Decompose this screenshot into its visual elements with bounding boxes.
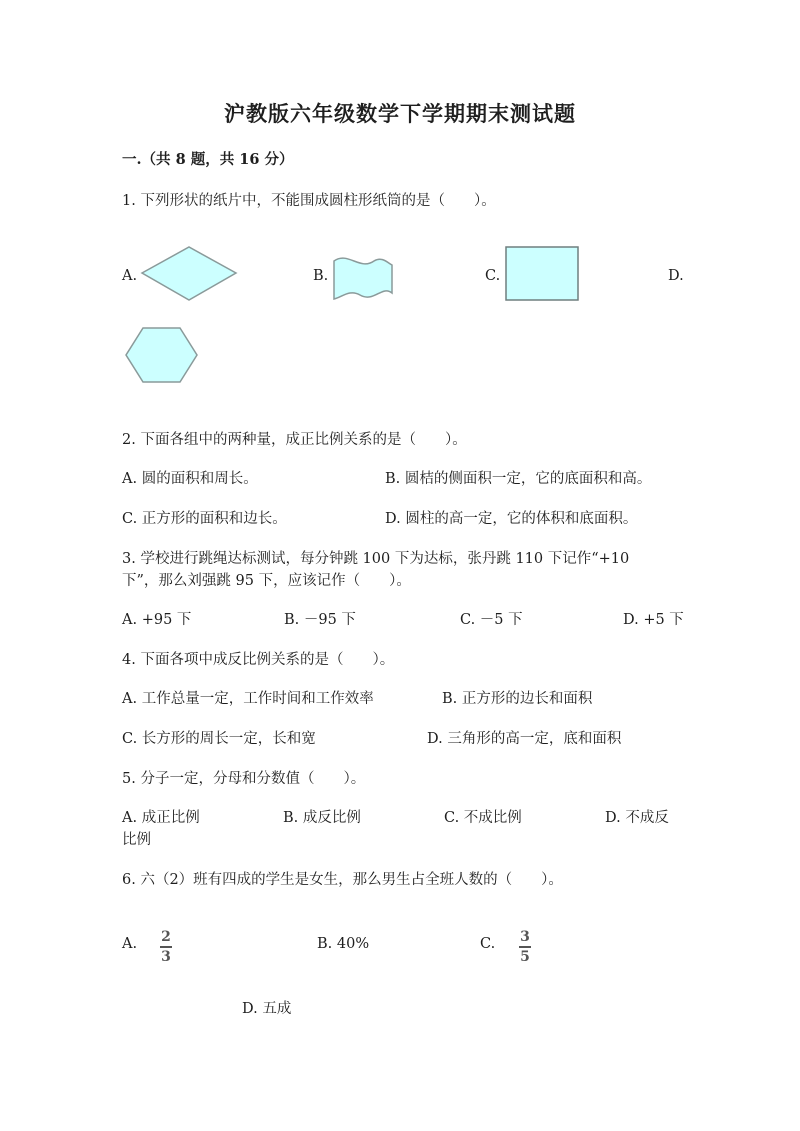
question-2-stem: 2. 下面各组中的两种量，成正比例关系的是（ ）。 xyxy=(122,432,467,448)
q6-option-c-fraction xyxy=(519,930,531,964)
section-heading: 一.（共 8 题，共 16 分） xyxy=(122,151,294,168)
hexagon-shape-icon xyxy=(124,326,200,384)
q4-option-a: A. 工作总量一定，工作时间和工作效率 xyxy=(122,691,374,707)
question-3-stem-line-1: 3. 学校进行跳绳达标测试，每分钟跳 100 下为达标，张丹跳 110 下记作“+10 xyxy=(122,551,630,567)
q5-option-a: A. 成正比例 xyxy=(122,810,200,826)
wavy-flag-shape-icon xyxy=(330,255,396,303)
q2-option-a: A. 圆的面积和周长。 xyxy=(122,471,258,487)
q5-option-d: D. 不成反 xyxy=(605,810,669,826)
question-3-stem-line-2: 下”，那么刘强跳 95 下，应该记作（ ）。 xyxy=(122,573,411,589)
q6-option-b: B. 40% xyxy=(317,936,370,952)
q1-option-d-label: D. xyxy=(668,268,684,284)
q1-option-a-label: A. xyxy=(122,268,138,284)
fraction-numerator: 2 xyxy=(161,929,171,945)
fraction-denominator: 3 xyxy=(161,948,171,965)
q2-option-b: B. 圆桔的侧面积一定，它的底面积和高。 xyxy=(385,471,652,487)
fraction-bar xyxy=(519,946,531,948)
q4-option-b: B. 正方形的边长和面积 xyxy=(442,691,593,707)
page-title: 沪教版六年级数学下学期期末测试题 xyxy=(224,101,576,126)
q2-option-d: D. 圆柱的高一定，它的体积和底面积。 xyxy=(385,511,638,527)
fraction-bar xyxy=(160,946,172,948)
fraction-denominator: 5 xyxy=(520,948,530,965)
q5-option-c: C. 不成比例 xyxy=(444,810,522,826)
q5-option-d-wrap: 比例 xyxy=(122,832,151,848)
q1-option-c-label: C. xyxy=(485,268,501,284)
q1-option-b-label: B. xyxy=(313,268,329,284)
question-6-stem: 6. 六（2）班有四成的学生是女生，那么男生占全班人数的（ ）。 xyxy=(122,872,563,888)
rectangle-shape-icon xyxy=(505,246,580,302)
q3-option-d: D. +5 下 xyxy=(623,612,684,628)
q6-option-c-label: C. xyxy=(480,936,496,952)
q3-option-c: C. －5 下 xyxy=(460,612,523,628)
q3-option-b: B. －95 下 xyxy=(284,612,356,628)
question-4-stem: 4. 下面各项中成反比例关系的是（ ）。 xyxy=(122,652,395,668)
q4-option-c: C. 长方形的周长一定，长和宽 xyxy=(122,731,316,747)
question-5-stem: 5. 分子一定，分母和分数值（ ）。 xyxy=(122,771,366,787)
q5-option-b: B. 成反比例 xyxy=(283,810,361,826)
q3-option-a: A. +95 下 xyxy=(122,612,192,628)
q4-option-d: D. 三角形的高一定，底和面积 xyxy=(427,731,622,747)
q2-option-c: C. 正方形的面积和边长。 xyxy=(122,511,287,527)
fraction-numerator: 3 xyxy=(520,929,530,945)
q6-option-a-fraction xyxy=(160,930,172,964)
question-1-stem: 1. 下列形状的纸片中，不能围成圆柱形纸筒的是（ ）。 xyxy=(122,193,496,209)
q6-option-d: D. 五成 xyxy=(242,1001,292,1017)
rhombus-shape-icon xyxy=(140,245,238,303)
q6-option-a-label: A. xyxy=(122,936,138,952)
